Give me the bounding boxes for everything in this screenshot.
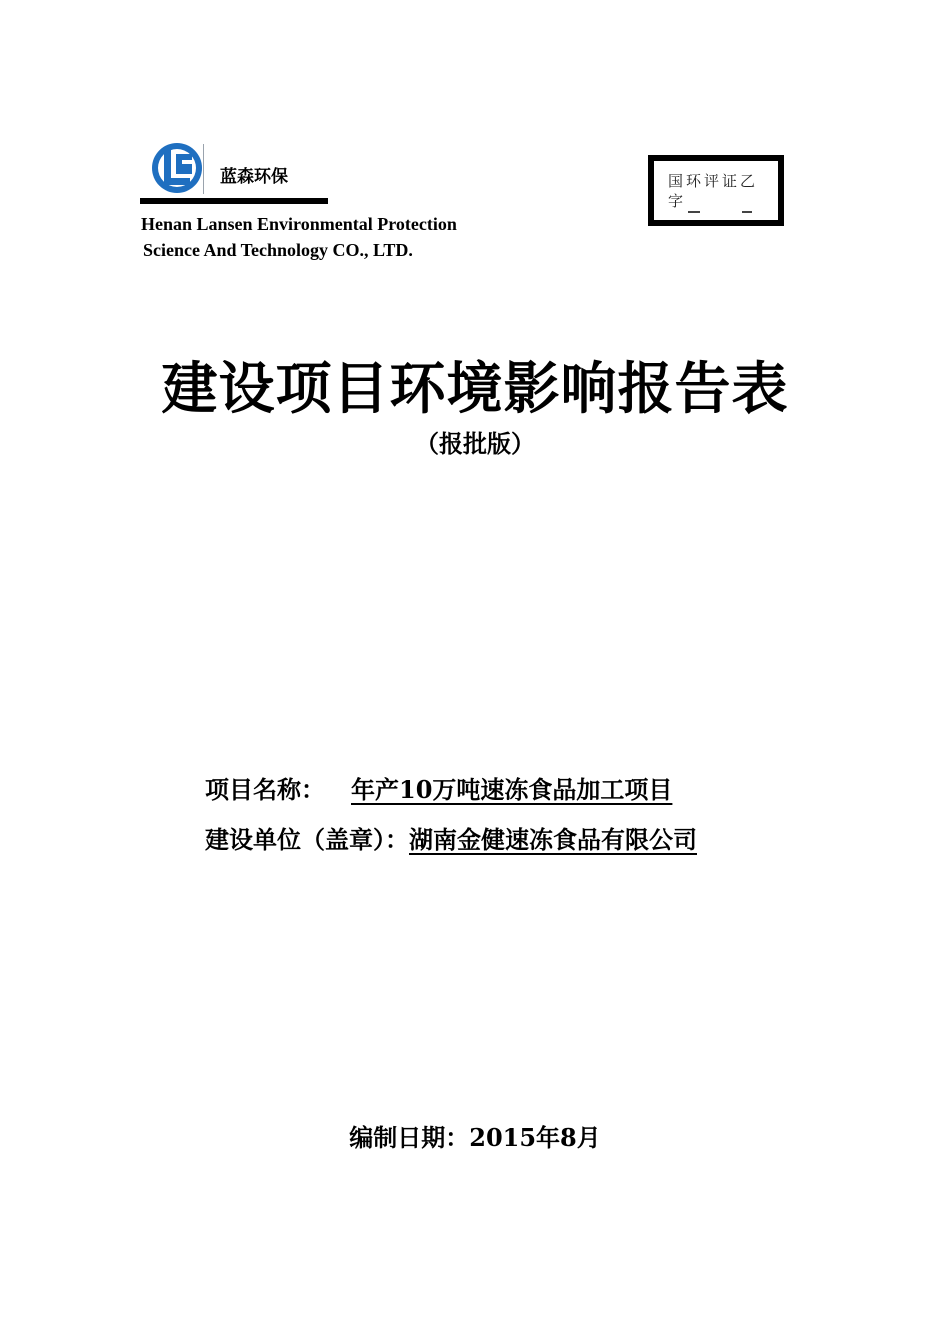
company-name-en-line2: Science And Technology CO., LTD. xyxy=(143,240,413,260)
logo-divider xyxy=(203,144,204,194)
lansen-logo-icon xyxy=(150,140,204,196)
logo-underline-bar xyxy=(140,198,328,204)
compile-date-row xyxy=(0,1118,950,1153)
document-title: 建设项目环境影响报告表 xyxy=(161,356,789,422)
project-name-value: 年产10万吨速冻食品加工项目 xyxy=(351,775,673,804)
project-name-row xyxy=(205,770,698,805)
certificate-text: 国环评证乙字 xyxy=(668,172,759,210)
project-name-label: 项目名称： xyxy=(205,775,325,804)
certificate-box xyxy=(648,155,784,226)
construction-unit-row xyxy=(205,820,697,855)
project-name-value-field xyxy=(325,775,698,804)
logo-chinese-name: 蓝森环保 xyxy=(220,167,288,187)
construction-unit-label: 建设单位（盖章）： xyxy=(205,825,409,854)
compile-date-label: 编制日期： xyxy=(349,1123,470,1152)
certificate-clipped-line xyxy=(668,211,768,215)
company-logo xyxy=(150,140,204,196)
compile-date-value: 2015年8月 xyxy=(469,1123,601,1152)
construction-unit-value: 湖南金健速冻食品有限公司 xyxy=(409,825,697,854)
company-name-en-line1: Henan Lansen Environmental Protection xyxy=(141,214,457,234)
document-subtitle: （报批版） xyxy=(415,429,535,458)
